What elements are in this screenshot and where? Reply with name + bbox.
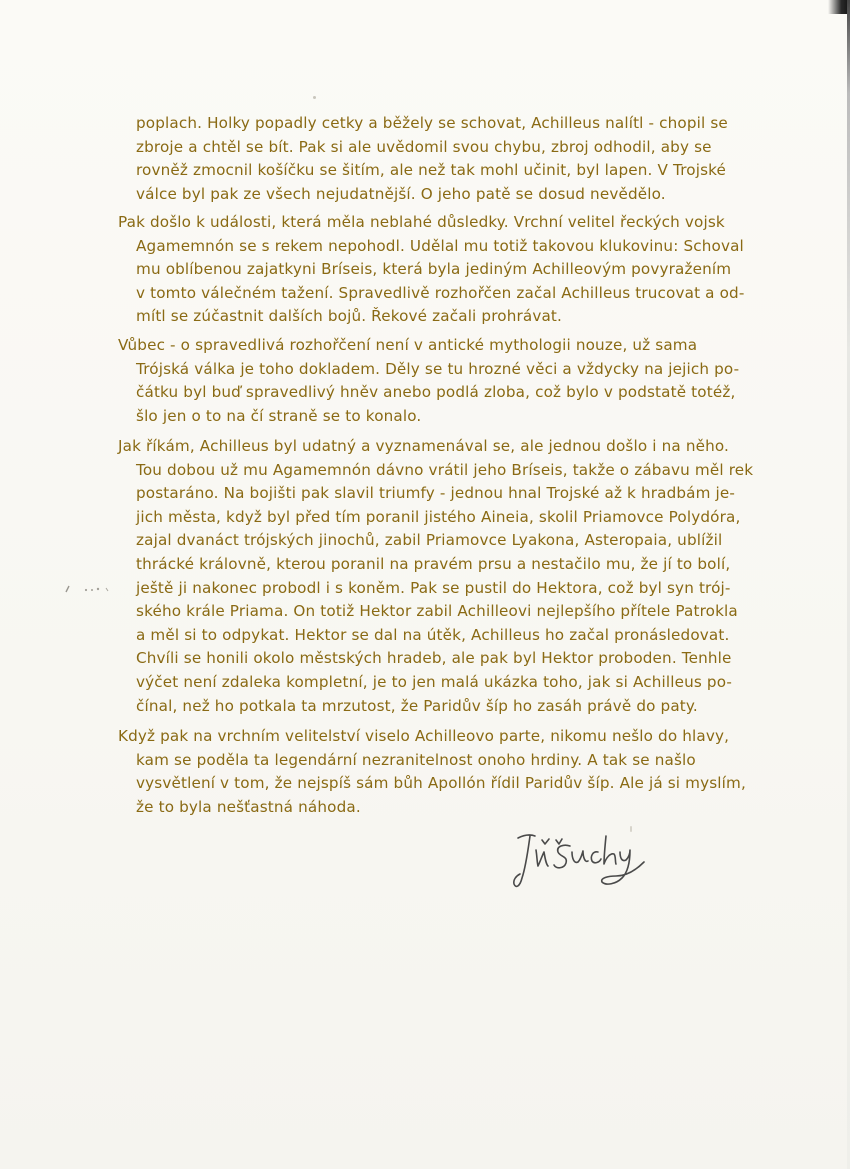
text-line: ského krále Priama. On totiž Hektor zabil Achilleovi nejlepšího přítele Patrokla xyxy=(136,602,738,621)
text-line: jich města, když byl před tím poranil jistého Aineia, skolil Priamovce Polydóra, xyxy=(136,507,741,526)
text-line: mítl se zúčastnit dalších bojů. Řekové začali prohrávat. xyxy=(136,307,563,326)
text-line: šlo jen o to na čí straně se to konalo. xyxy=(136,406,422,425)
text-line: válce byl pak ze všech nejudatnější. O jeho patě se dosud nevědělo. xyxy=(136,184,666,203)
text-line: Chvíli se honili okolo městských hradeb, ale pak byl Hektor proboden. Tenhle xyxy=(136,649,732,668)
text-line: mu oblíbenou zajatkyni Bríseis, která byla jediným Achilleovým povyražením xyxy=(136,260,732,279)
paragraph xyxy=(118,725,778,819)
text-line: výčet není zdaleka kompletní, je to jen malá ukázka toho, jak si Achilleus po- xyxy=(136,672,733,691)
paragraph xyxy=(118,112,778,206)
text-line: kam se poděla ta legendární nezranitelnost onoho hrdiny. A tak se našlo xyxy=(136,750,696,769)
text-line: Když pak na vrchním velitelství viselo Achilleovo parte, nikomu nešlo do hlavy, xyxy=(118,727,730,745)
paragraph xyxy=(118,211,778,329)
paragraph xyxy=(118,334,778,428)
text-line: Pak došlo k události, která měla neblahé důsledky. Vrchní velitel řeckých vojsk xyxy=(118,213,725,231)
text-line: Jak říkám, Achilleus byl udatný a vyznamenával se, ale jednou došlo i na něho. xyxy=(118,437,730,455)
text-line: poplach. Holky popadly cetky a běžely se schovat, Achilleus nalítl - chopil se xyxy=(136,114,728,132)
paper-speck xyxy=(313,96,316,99)
text-line: postaráno. Na bojišti pak slavil triumfy - jednou hnal Trojské až k hradbám je- xyxy=(136,484,736,503)
text-line: Vůbec - o spravedlivá rozhořčení není v antické mythologii nouze, už sama xyxy=(118,336,698,354)
text-line: v tomto válečném tažení. Spravedlivě rozhořčen začal Achilleus trucovat a od- xyxy=(136,283,745,302)
ink-smudge xyxy=(62,578,117,596)
text-line: vysvětlení v tom, že nejspíš sám bůh Apollón řídil Paridův šíp. Ale já si myslím, xyxy=(136,774,746,793)
text-line: rovněž zmocnil košíčku se šitím, ale než tak mohl učinit, byl lapen. V Trojské xyxy=(136,161,727,180)
text-line: čátku byl buď spravedlivý hněv anebo podlá zloba, což bylo v podstatě totéž, xyxy=(136,383,736,402)
text-line: zbroje a chtěl se bít. Pak si ale uvědomil svou chybu, zbroj odhodil, aby se xyxy=(136,137,712,156)
text-line: zajal dvanáct trójských jinochů, zabil Priamovce Lyakona, Asteropaia, ublížil xyxy=(136,531,723,550)
text-line: čínal, než ho potkala ta mrzutost, že Paridův šíp ho zasáh právě do paty. xyxy=(136,696,698,715)
text-line: že to byla nešťastná náhoda. xyxy=(136,797,361,816)
handwritten-signature xyxy=(508,826,658,898)
text-line: Trójská válka je toho dokladem. Děly se tu hrozné věci a vždycky na jejich po- xyxy=(136,359,740,378)
text-line: thrácké královně, kterou poranil na pravém prsu a nestačilo mu, že jí to bolí, xyxy=(136,554,731,573)
text-line: a měl si to odpykat. Hektor se dal na útěk, Achilleus ho začal pronásledovat. xyxy=(136,625,730,644)
paragraph xyxy=(118,435,778,718)
text-line: Tou dobou už mu Agamemnón dávno vrátil jeho Bríseis, takže o zábavu měl rek xyxy=(136,460,754,479)
text-line: ještě ji nakonec probodl i s koněm. Pak se pustil do Hektora, což byl syn trój- xyxy=(136,578,731,597)
text-line: Agamemnón se s rekem nepohodl. Udělal mu totiž takovou klukovinu: Schoval xyxy=(136,236,744,255)
